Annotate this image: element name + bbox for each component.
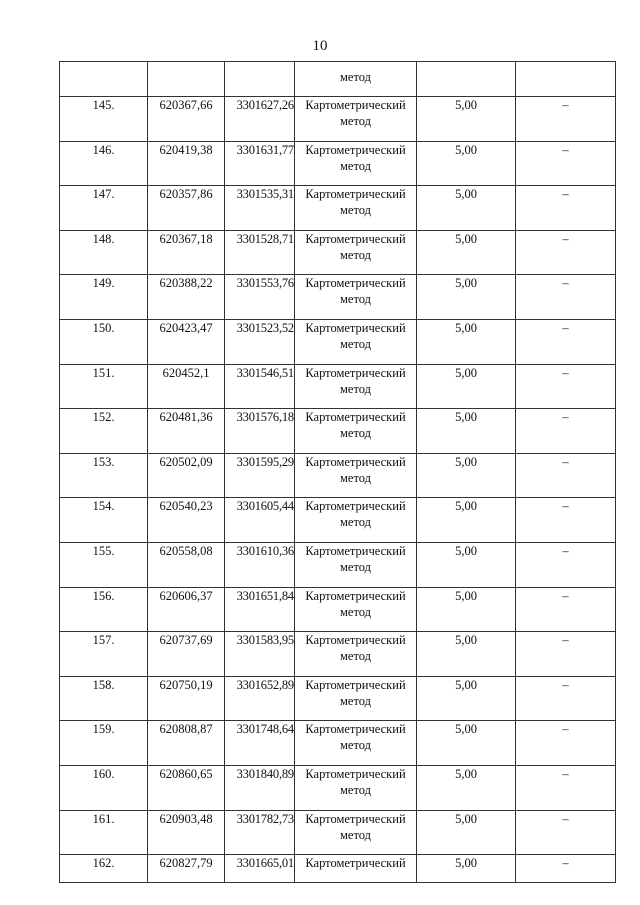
table-row <box>60 632 616 677</box>
x-coordinate-cell: 620388,22 <box>148 275 225 320</box>
x-coordinate-cell: 620827,79 <box>148 855 225 883</box>
x-coordinate-cell: 620606,37 <box>148 587 225 632</box>
table-row <box>60 364 616 409</box>
accuracy-cell: 5,00 <box>417 676 516 721</box>
x-coordinate-cell: 620903,48 <box>148 810 225 855</box>
method-text-line1: Картометрический <box>305 276 406 291</box>
accuracy-cell: 5,00 <box>417 364 516 409</box>
method-cell <box>295 855 417 883</box>
accuracy-cell: 5,00 <box>417 453 516 498</box>
point-number-cell: 162. <box>60 855 148 883</box>
description-cell: – <box>516 409 616 454</box>
x-coordinate-cell: 620540,23 <box>148 498 225 543</box>
point-number-cell: 155. <box>60 542 148 587</box>
x-coordinate-cell: 620808,87 <box>148 721 225 766</box>
method-text-line1: Картометрический <box>305 320 406 335</box>
accuracy-cell: 5,00 <box>417 498 516 543</box>
method-text-line1: Картометрический <box>305 766 406 781</box>
y-coordinate-cell: 3301782,73 <box>225 810 295 855</box>
method-text-line2: метод <box>339 426 371 441</box>
method-text-line1: Картометрический <box>305 98 406 112</box>
point-number-cell: 149. <box>60 275 148 320</box>
method-text-line1: Картометрический <box>305 454 406 469</box>
method-text-line1: Картометрический <box>305 410 406 425</box>
table-row <box>60 319 616 364</box>
method-text-line2: метод <box>339 247 371 262</box>
description-cell: – <box>516 765 616 810</box>
table-row <box>60 230 616 275</box>
table-row <box>60 810 616 855</box>
page-number: 10 <box>312 38 328 54</box>
method-cell <box>295 319 417 364</box>
description-cell <box>516 62 616 97</box>
accuracy-cell: 5,00 <box>417 186 516 231</box>
x-coordinate-cell: 620737,69 <box>148 632 225 677</box>
accuracy-cell: 5,00 <box>417 632 516 677</box>
table-row <box>60 587 616 632</box>
accuracy-cell: 5,00 <box>417 587 516 632</box>
method-cell <box>295 186 417 231</box>
description-cell: – <box>516 632 616 677</box>
description-cell: – <box>516 810 616 855</box>
method-text-line2: метод <box>339 158 371 173</box>
table-row <box>60 855 616 883</box>
coordinates-table-body <box>60 62 616 883</box>
point-number-cell: 154. <box>60 498 148 543</box>
description-cell: – <box>516 319 616 364</box>
table-row <box>60 141 616 186</box>
description-cell: – <box>516 186 616 231</box>
x-coordinate-cell: 620423,47 <box>148 319 225 364</box>
method-text-line1: Картометрический <box>305 365 406 380</box>
method-cell <box>295 453 417 498</box>
description-cell: – <box>516 855 616 883</box>
description-cell: – <box>516 453 616 498</box>
y-coordinate-cell: 3301583,95 <box>225 632 295 677</box>
y-coordinate-cell: 3301553,76 <box>225 275 295 320</box>
method-cell <box>295 141 417 186</box>
y-coordinate-cell: 3301627,26 <box>225 97 295 142</box>
method-text-line1: Картометрический <box>305 633 406 648</box>
method-text-line1: Картометрический <box>305 142 406 157</box>
table-row <box>60 409 616 454</box>
description-cell: – <box>516 230 616 275</box>
method-text-line2: метод <box>339 827 371 842</box>
description-cell: – <box>516 542 616 587</box>
point-number-cell: 146. <box>60 141 148 186</box>
x-coordinate-cell <box>148 62 225 97</box>
y-coordinate-cell: 3301652,89 <box>225 676 295 721</box>
accuracy-cell: 5,00 <box>417 542 516 587</box>
method-text-line1: Картометрический <box>305 231 406 246</box>
method-cell <box>295 230 417 275</box>
accuracy-cell: 5,00 <box>417 810 516 855</box>
method-text-line2: метод <box>339 693 371 708</box>
y-coordinate-cell: 3301595,29 <box>225 453 295 498</box>
table-row <box>60 97 616 142</box>
coordinates-table <box>59 61 616 883</box>
method-text-line1: Картометрический <box>305 856 406 871</box>
description-cell: – <box>516 275 616 320</box>
accuracy-cell: 5,00 <box>417 409 516 454</box>
y-coordinate-cell: 3301610,36 <box>225 542 295 587</box>
description-cell: – <box>516 721 616 766</box>
method-cell <box>295 97 417 142</box>
y-coordinate-cell: 3301748,64 <box>225 721 295 766</box>
y-coordinate-cell: 3301523,52 <box>225 319 295 364</box>
method-text-line2: метод <box>339 738 371 753</box>
method-cell <box>295 542 417 587</box>
y-coordinate-cell: 3301631,77 <box>225 141 295 186</box>
x-coordinate-cell: 620367,66 <box>148 97 225 142</box>
y-coordinate-cell: 3301546,51 <box>225 364 295 409</box>
accuracy-cell: 5,00 <box>417 855 516 883</box>
method-text-line1: Картометрический <box>305 543 406 558</box>
y-coordinate-cell: 3301651,84 <box>225 587 295 632</box>
method-text-line2: метод <box>339 782 371 797</box>
accuracy-cell: 5,00 <box>417 230 516 275</box>
y-coordinate-cell: 3301605,44 <box>225 498 295 543</box>
method-text-line2: метод <box>339 649 371 664</box>
method-cell <box>295 364 417 409</box>
table-row <box>60 676 616 721</box>
method-text-line1: Картометрический <box>305 677 406 692</box>
table-row <box>60 275 616 320</box>
point-number-cell: 150. <box>60 319 148 364</box>
accuracy-cell: 5,00 <box>417 275 516 320</box>
method-text-line1: Картометрический <box>305 588 406 603</box>
method-text-line2: метод <box>339 604 371 619</box>
point-number-cell <box>60 62 148 97</box>
accuracy-cell: 5,00 <box>417 97 516 142</box>
point-number-cell: 160. <box>60 765 148 810</box>
method-cell <box>295 810 417 855</box>
method-cell <box>295 765 417 810</box>
method-text: метод <box>339 70 371 84</box>
x-coordinate-cell: 620452,1 <box>148 364 225 409</box>
table-row <box>60 765 616 810</box>
table-row <box>60 186 616 231</box>
table-row-continued <box>60 62 616 97</box>
x-coordinate-cell: 620558,08 <box>148 542 225 587</box>
method-text-line2: метод <box>339 336 371 351</box>
method-cell <box>295 632 417 677</box>
point-number-cell: 161. <box>60 810 148 855</box>
method-text-line1: Картометрический <box>305 499 406 514</box>
method-text-line1: Картометрический <box>305 722 406 737</box>
x-coordinate-cell: 620367,18 <box>148 230 225 275</box>
x-coordinate-cell: 620502,09 <box>148 453 225 498</box>
description-cell: – <box>516 498 616 543</box>
x-coordinate-cell: 620860,65 <box>148 765 225 810</box>
description-cell: – <box>516 141 616 186</box>
description-cell: – <box>516 364 616 409</box>
point-number-cell: 152. <box>60 409 148 454</box>
method-cell <box>295 498 417 543</box>
method-text-line2: метод <box>339 559 371 574</box>
description-cell: – <box>516 676 616 721</box>
accuracy-cell <box>417 62 516 97</box>
description-cell: – <box>516 587 616 632</box>
x-coordinate-cell: 620750,19 <box>148 676 225 721</box>
y-coordinate-cell: 3301665,01 <box>225 855 295 883</box>
x-coordinate-cell: 620481,36 <box>148 409 225 454</box>
y-coordinate-cell: 3301576,18 <box>225 409 295 454</box>
method-text-line2: метод <box>339 203 371 218</box>
table-row <box>60 498 616 543</box>
point-number-cell: 157. <box>60 632 148 677</box>
table-row <box>60 721 616 766</box>
description-cell: – <box>516 97 616 142</box>
point-number-cell: 151. <box>60 364 148 409</box>
y-coordinate-cell: 3301840,89 <box>225 765 295 810</box>
method-cell <box>295 721 417 766</box>
point-number-cell: 156. <box>60 587 148 632</box>
y-coordinate-cell: 3301535,31 <box>225 186 295 231</box>
point-number-cell: 153. <box>60 453 148 498</box>
method-cell <box>295 587 417 632</box>
method-cell <box>295 62 417 97</box>
point-number-cell: 158. <box>60 676 148 721</box>
method-text-line1: Картометрический <box>305 187 406 202</box>
table-row <box>60 453 616 498</box>
table-row <box>60 542 616 587</box>
x-coordinate-cell: 620357,86 <box>148 186 225 231</box>
y-coordinate-cell: 3301528,71 <box>225 230 295 275</box>
accuracy-cell: 5,00 <box>417 765 516 810</box>
method-text-line2: метод <box>339 515 371 530</box>
method-cell <box>295 676 417 721</box>
accuracy-cell: 5,00 <box>417 319 516 364</box>
method-text-line1: Картометрический <box>305 811 406 826</box>
accuracy-cell: 5,00 <box>417 721 516 766</box>
point-number-cell: 148. <box>60 230 148 275</box>
method-text-line2: метод <box>339 292 371 307</box>
x-coordinate-cell: 620419,38 <box>148 141 225 186</box>
y-coordinate-cell <box>225 62 295 97</box>
method-cell <box>295 275 417 320</box>
method-text-line2: метод <box>339 470 371 485</box>
method-cell <box>295 409 417 454</box>
point-number-cell: 147. <box>60 186 148 231</box>
method-text-line2: метод <box>339 114 371 128</box>
point-number-cell: 145. <box>60 97 148 142</box>
accuracy-cell: 5,00 <box>417 141 516 186</box>
point-number-cell: 159. <box>60 721 148 766</box>
method-text-line2: метод <box>339 381 371 396</box>
